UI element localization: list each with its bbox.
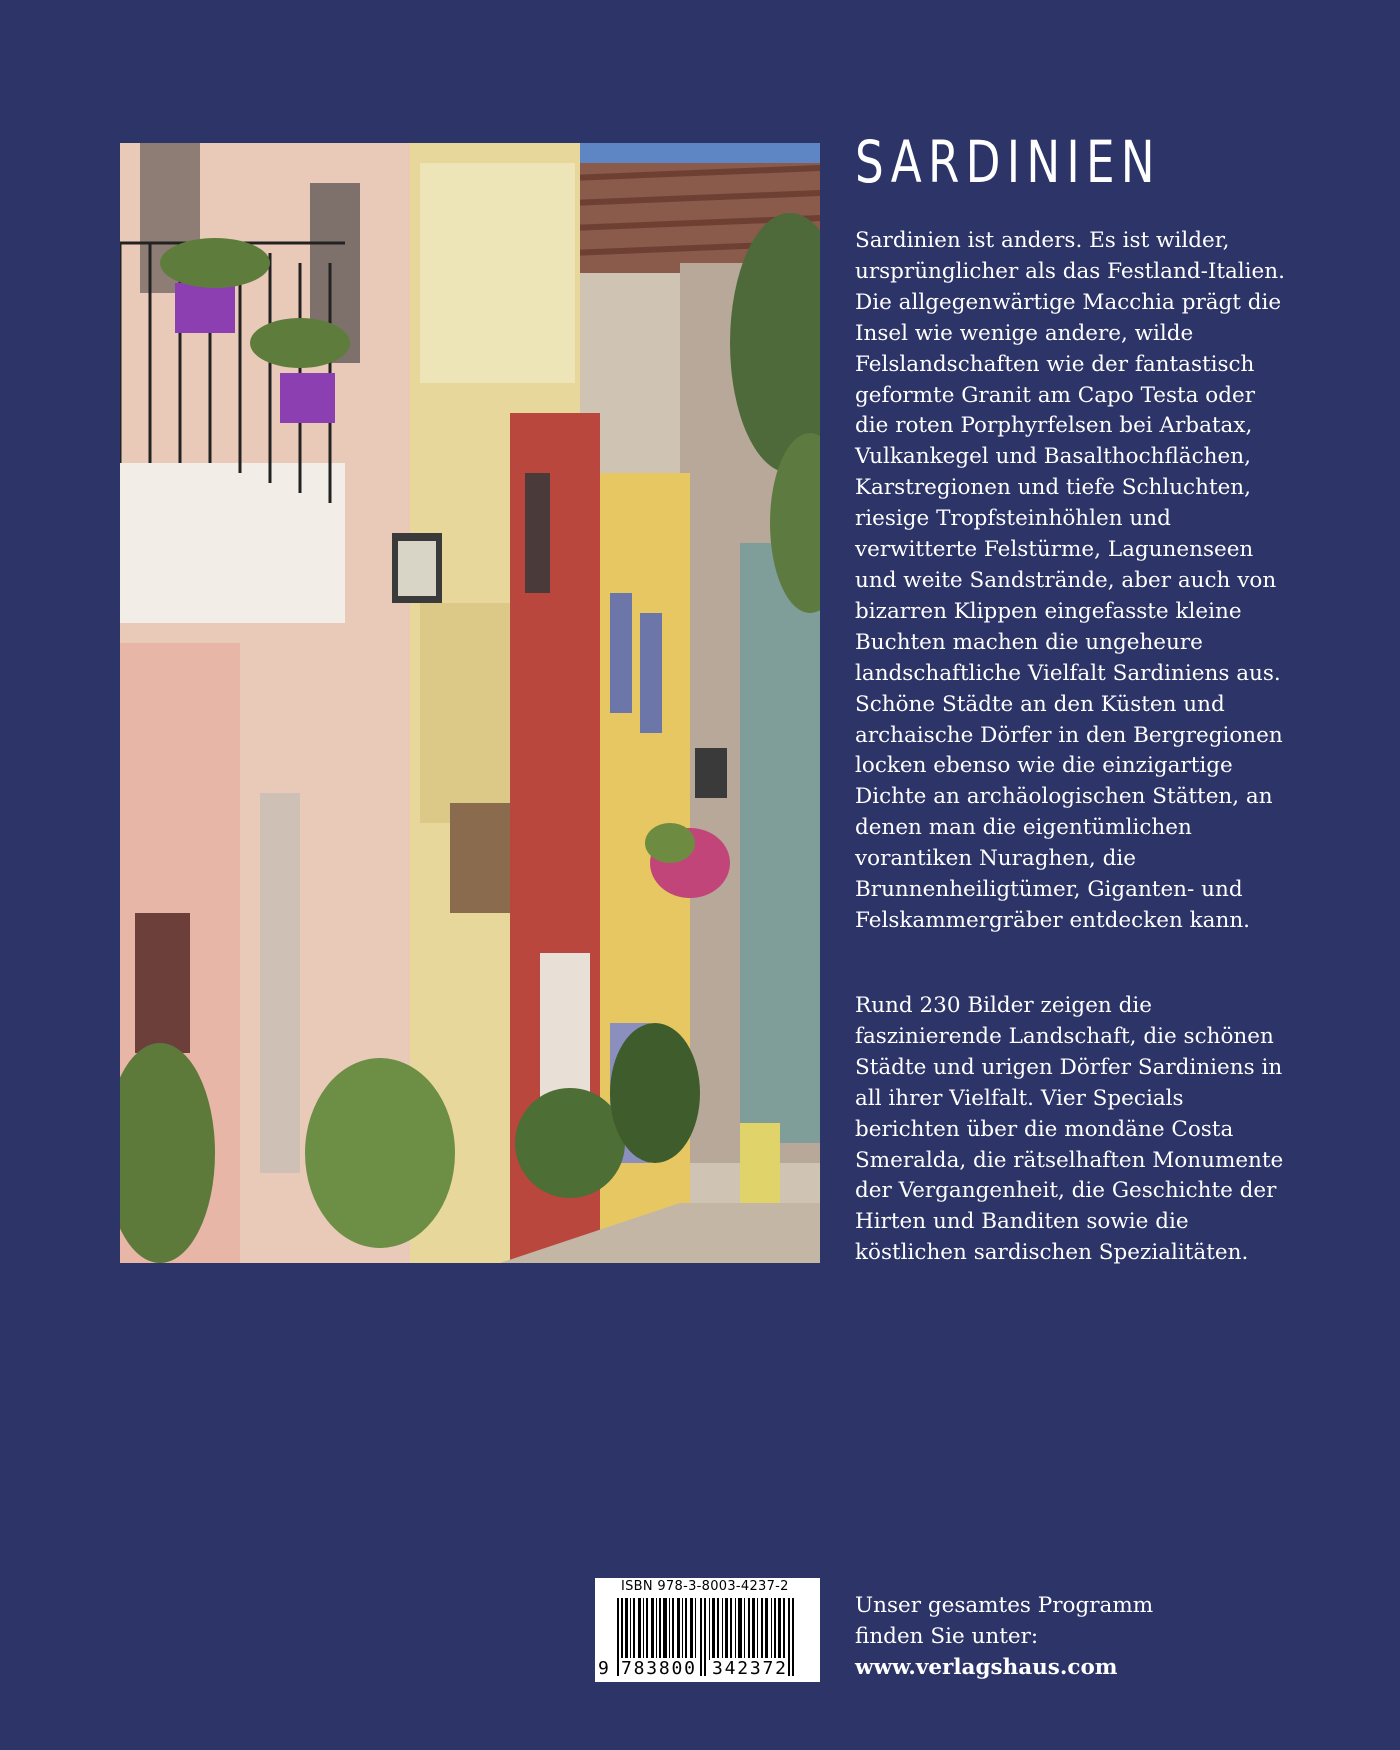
program-line-2: finden Sie unter: xyxy=(855,1623,1039,1649)
description-paragraph-1: Sardinien ist anders. Es ist wilder, ursprünglicher als das Festland-Italien. Die allgegenwärtige Macchia prägt die Insel wie wenige andere, wilde Felslandschaften wie der fantastisch geformte Granit am Capo Testa oder die roten Porphyrfelsen bei Arbatax, Vulkankegel und Basalthochflächen, Karstregionen und tiefe Schluchten, riesige Tropfsteinhöhlen und verwitterte Felstürme, Lagunenseen und weite Sandstrände, aber auch von bizarren Klippen eingefasste kleine Buchten machen die ungeheure landschaftliche Vielfalt Sardiniens aus. Schöne Städte an den Küsten und archaische Dörfer in den Bergregionen locken ebenso wie die einzigartige Dichte an archäologischen Stätten, an denen man die eigentümlichen vorantiken Nuraghen, die Brunnenheiligtümer, Giganten- und Felskammergräber entdecken kann. xyxy=(855,228,1285,933)
barcode-digit-first: 9 xyxy=(598,1658,609,1679)
street-photo xyxy=(120,143,820,1263)
program-line-1: Unser gesamtes Programm xyxy=(855,1593,1154,1618)
barcode-digits-right: 342372 xyxy=(712,1658,788,1679)
isbn-barcode xyxy=(595,1578,820,1682)
publisher-program xyxy=(855,1591,1153,1684)
cover-photo-street xyxy=(120,143,820,1263)
publisher-url: www.verlagshaus.com xyxy=(855,1654,1118,1680)
book-title: SARDINIEN xyxy=(855,128,1161,196)
barcode-digits-left: 783800 xyxy=(621,1658,697,1679)
description-paragraph-2: Rund 230 Bilder zeigen die faszinierende Landschaft, die schönen Städte und urigen Dörfer Sardiniens in all ihrer Vielfalt. Vier Specials berichten über die mondäne Costa Smeralda, die rätselhaften Monumente der Vergangenheit, die Geschichte der Hirten und Banditen sowie die köstlichen sardischen Spezialitäten. xyxy=(855,993,1284,1266)
isbn-label: ISBN 978-3-8003-4237-2 xyxy=(621,1579,789,1594)
